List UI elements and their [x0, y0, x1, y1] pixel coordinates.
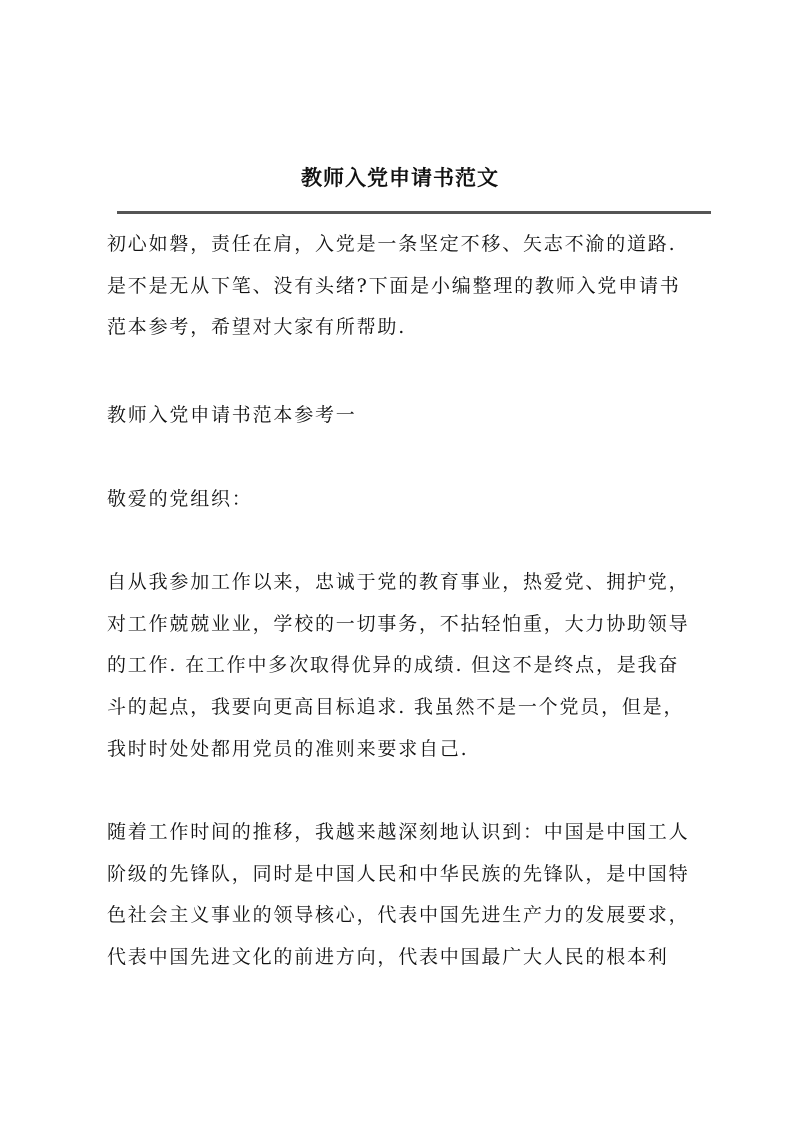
intro-line: 是不是无从下笔、没有头绪?下面是小编整理的教师入党申请书	[107, 275, 681, 297]
document-title: 教师入党申请书范文	[301, 165, 499, 190]
paragraph-line: 对工作兢兢业业，学校的一切事务，不拈轻怕重，大力协助领导	[107, 613, 690, 635]
paragraph-line: 代表中国先进文化的前进方向，代表中国最广大人民的根本利	[107, 946, 669, 968]
paragraph-line: 自从我参加工作以来，忠诚于党的教育事业，热爱党、拥护党，	[107, 571, 690, 593]
paragraph-line: 我时时处处都用党员的准则来要求自己.	[107, 738, 469, 760]
salutation: 敬爱的党组织：	[107, 488, 253, 510]
section-heading: 教师入党申请书范本参考一	[107, 404, 357, 426]
paragraph-line: 色社会主义事业的领导核心，代表中国先进生产力的发展要求，	[107, 904, 690, 926]
paragraph-line: 随着工作时间的推移，我越来越深刻地认识到：中国是中国工人	[107, 821, 690, 843]
paragraph-line: 斗的起点，我要向更高目标追求. 我虽然不是一个党员，但是，	[107, 696, 685, 718]
paragraph-line: 的工作. 在工作中多次取得优异的成绩. 但这不是终点，是我奋	[107, 654, 680, 676]
title-divider	[117, 211, 711, 214]
paragraph-line: 阶级的先锋队，同时是中国人民和中华民族的先锋队，是中国特	[107, 863, 690, 885]
intro-line: 范本参考，希望对大家有所帮助.	[107, 316, 407, 338]
intro-line: 初心如磐，责任在肩，入党是一条坚定不移、矢志不渝的道路.	[107, 233, 677, 255]
